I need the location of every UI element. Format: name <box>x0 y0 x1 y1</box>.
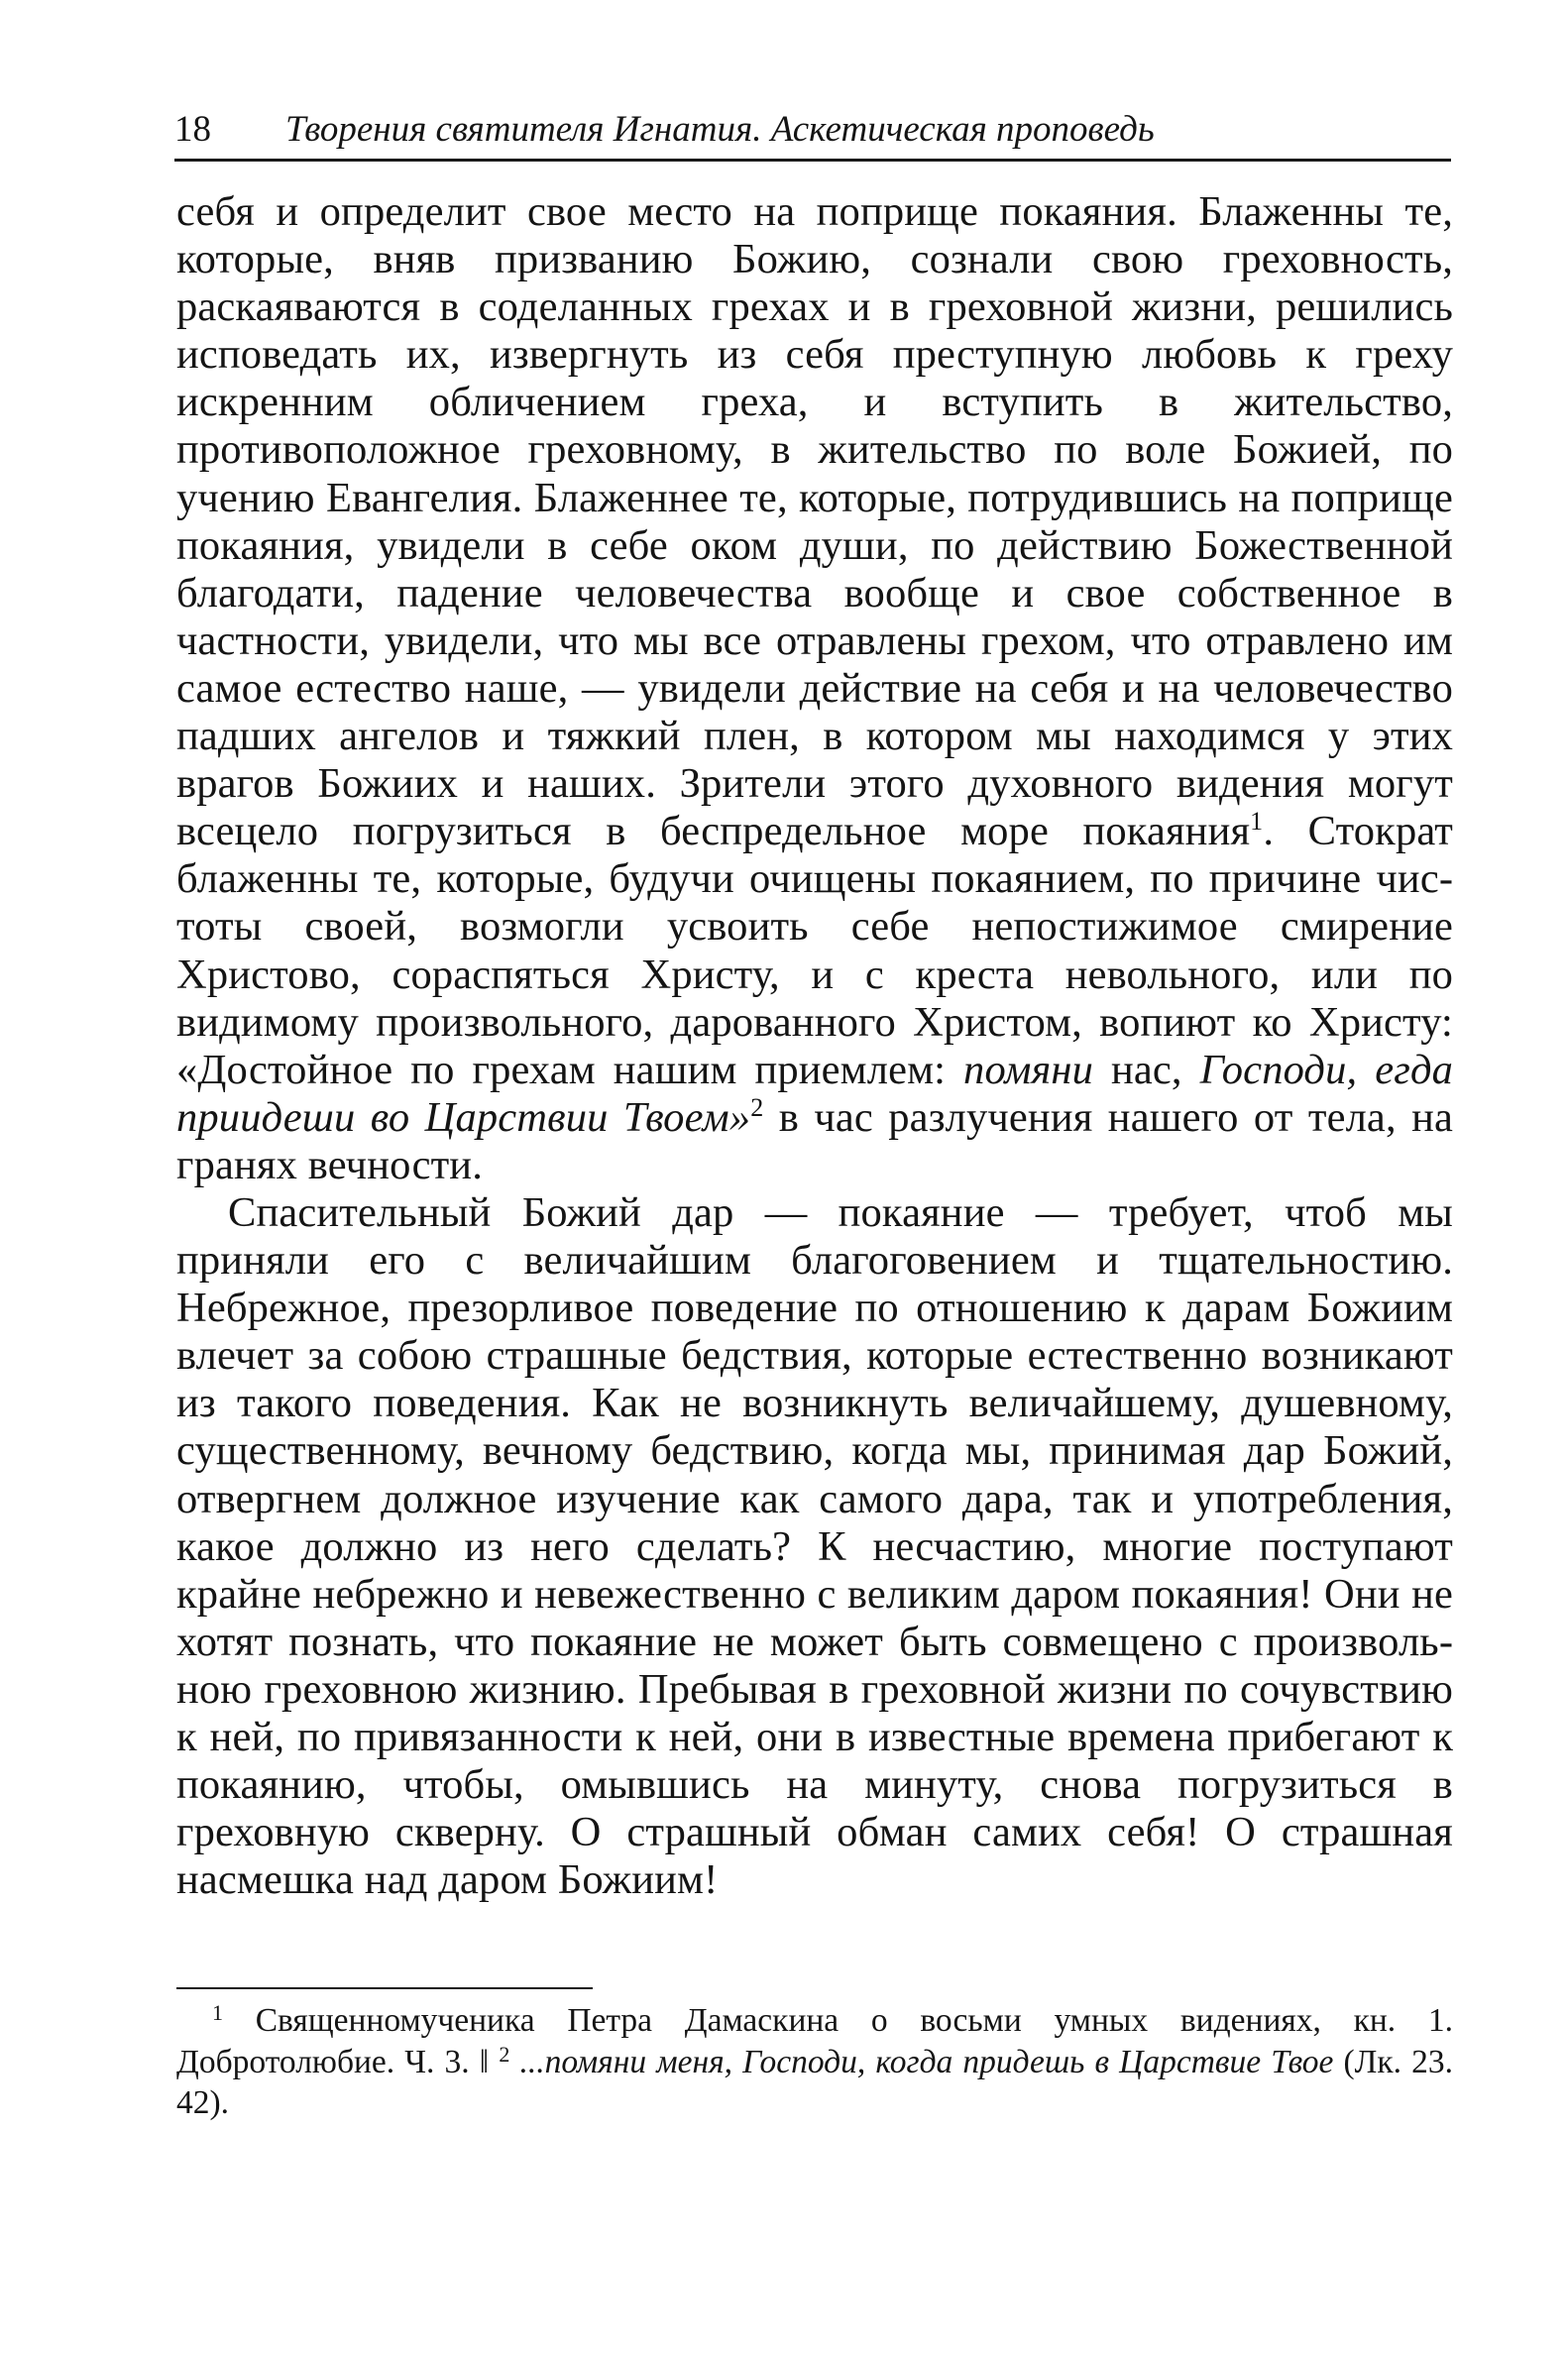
footnote-1-mark: 1 <box>212 2000 223 2025</box>
page-number: 18 <box>174 109 211 150</box>
paragraph-1-italic-a: помяни <box>963 1046 1094 1093</box>
footnote-rule <box>176 1987 593 1989</box>
header-rule <box>174 159 1451 162</box>
paragraph-1 <box>176 188 1453 1189</box>
paragraph-1-text-c: нас, <box>1093 1046 1200 1093</box>
footnote-1-text: Священномученика Петра Дамаскина о восьми умных видениях, кн. 1. Добротолюбие. Ч. 3. ‖ <box>176 2002 1453 2080</box>
footnote-block <box>176 2000 1453 2124</box>
footnote-2-italic: ...помяни меня, Господи, когда придешь в Царствие Твое <box>509 2043 1334 2080</box>
footnote-ref-2: 2 <box>750 1092 764 1122</box>
main-text <box>176 188 1453 1904</box>
footnote-ref-1: 1 <box>1250 807 1264 837</box>
footnotes <box>176 2000 1453 2124</box>
paragraph-1-text-d: в час разлучения нашего от тела, на гранях вечности. <box>176 1093 1454 1188</box>
paragraph-1-text-a: себя и определит свое место на поприще покаяния. Блаженны те, которые, вняв призванию Божию, сознали свою греховность, раскаяваются в соделанных грехах и в греховной жизни, решились исповедать их, извергнуть из себя преступную любовь к греху искренним обличением греха, и вступить в жительство, противоположное греховному, в жительство по воле Божией, по учению Евангелия. Блаженнее те, которые, потрудившись на поприще покаяния, увидели в себе оком души, по действию Божественной благодати, падение человечества вообще и свое собственное в частности, увидели, что мы все отравлены грехом, что отравлено им самое естество наше, — увидели действие на себя и на человечество падших ангелов и тяжкий плен, в котором мы находимся у этих врагов Божиих и наших. Зрители этого духовного видения могут всецело погрузиться в беспредельное море покаяния <box>176 188 1453 855</box>
footnote-2-mark: 2 <box>499 2041 510 2067</box>
paragraph-2: Спасительный Божий дар — покаяние — требует, чтоб мы приняли его с величайшим благоговением и тщательностию. Небрежное, презорливое поведение по отношению к дарам Божиим влечет за собою страшные бедствия, которые естественно возникают из такого поведения. Как не возникнуть величайшему, душевному, существенному, вечному бедствию, когда мы, принимая дар Божий, отвергнем должное изучение как самого дара, так и употребления, какое должно из него сделать? К несчастию, многие поступают крайне небрежно и невежественно с великим даром покаяния! Они не хотят познать, что покаяние не может быть совмещено с произвольною греховною жизнию. Пребывая в греховной жизни по сочувствию к ней, по привязанности к ней, они в известные времена прибегают к покаянию, чтобы, омывшись на минуту, снова погрузиться в греховную скверну. О страшный обман самих себя! О страшная насмешка над даром Божиим! <box>176 1188 1453 1904</box>
running-title: Творения святителя Игнатия. Аскетическая проповедь <box>285 109 1155 150</box>
paragraph-1-text-b: . Стократ блаженны те, которые, будучи очищены покаянием, по причине чистоты своей, возмогли усвоить себе непостижимое смирение Христово, сораспяться Христу, и с креста невольного, или по видимому произвольного, дарованного Христом, вопиют ко Христу: «Достойное по грехам нашим приемлем: <box>176 808 1453 1093</box>
paragraph-1-italic-b: Господи, егда приидеши во Царствии Твоем» <box>176 1046 1454 1141</box>
footnote-2-text: (Лк. 23. 42). <box>176 2043 1453 2121</box>
running-header <box>174 104 1451 156</box>
